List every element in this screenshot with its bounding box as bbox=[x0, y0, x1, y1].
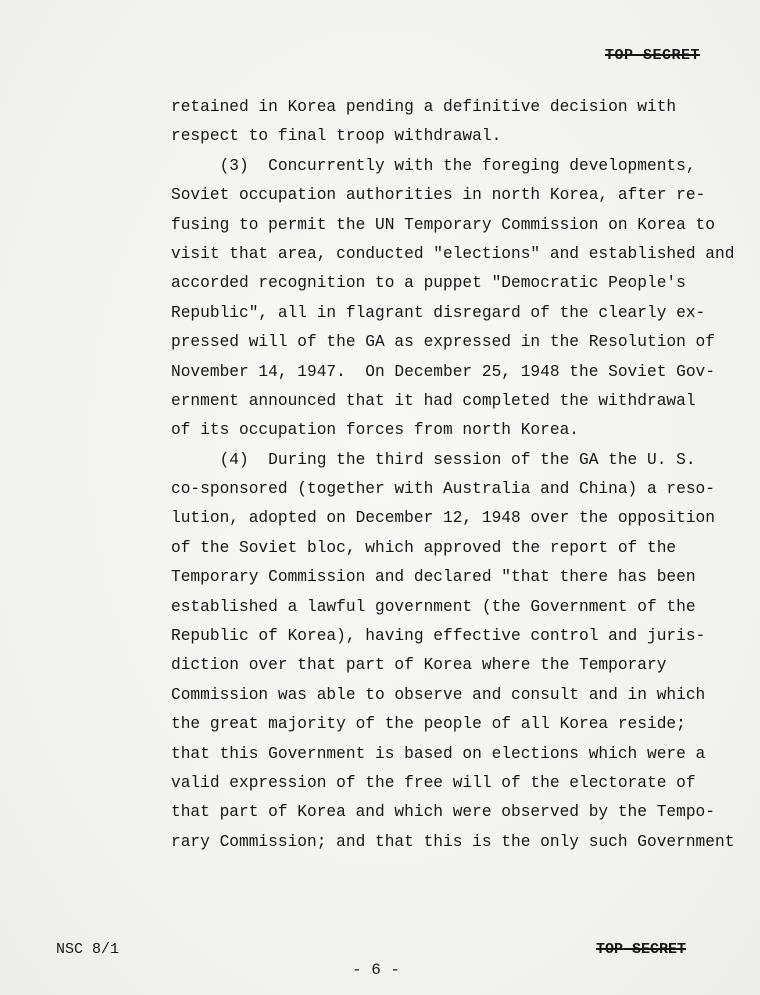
body-line-23: that this Government is based on elections which were a bbox=[171, 744, 706, 763]
body-line-7: accorded recognition to a puppet "Democratic People's bbox=[171, 274, 686, 293]
body-line-19: Republic of Korea), having effective control and juris- bbox=[171, 627, 706, 646]
body-line-16: of the Soviet bloc, which approved the report of the bbox=[171, 538, 677, 557]
body-line-17: Temporary Commission and declared "that there has been bbox=[171, 568, 696, 587]
body-line-18: established a lawful government (the Government of the bbox=[171, 597, 696, 616]
body-line-5: fusing to permit the UN Temporary Commission on Korea to bbox=[171, 215, 715, 234]
document-body bbox=[171, 93, 735, 857]
body-line-22: the great majority of the people of all Korea reside; bbox=[171, 715, 686, 734]
body-line-4: Soviet occupation authorities in north Korea, after re- bbox=[171, 186, 706, 205]
body-line-3: (3) Concurrently with the foreging developments, bbox=[171, 156, 696, 175]
body-line-26: rary Commission; and that this is the only such Government bbox=[171, 832, 735, 851]
body-line-14: co-sponsored (together with Australia and China) a reso- bbox=[171, 480, 715, 499]
body-line-2: respect to final troop withdrawal. bbox=[171, 127, 502, 146]
body-line-24: valid expression of the free will of the electorate of bbox=[171, 773, 696, 792]
body-line-10: November 14, 1947. On December 25, 1948 the Soviet Gov- bbox=[171, 362, 715, 381]
body-line-13: (4) During the third session of the GA the U. S. bbox=[171, 450, 696, 469]
page-number: - 6 - bbox=[352, 961, 401, 979]
body-line-25: that part of Korea and which were observed by the Tempo- bbox=[171, 803, 715, 822]
body-line-15: lution, adopted on December 12, 1948 over the opposition bbox=[171, 509, 715, 528]
body-line-20: diction over that part of Korea where the Temporary bbox=[171, 656, 667, 675]
body-line-12: of its occupation forces from north Korea. bbox=[171, 421, 579, 440]
body-line-11: ernment announced that it had completed the withdrawal bbox=[171, 391, 696, 410]
body-line-6: visit that area, conducted "elections" and established and bbox=[171, 244, 735, 263]
top-secret-footer: TOP SECRET bbox=[596, 941, 687, 958]
body-line-8: Republic", all in flagrant disregard of the clearly ex- bbox=[171, 303, 706, 322]
body-line-21: Commission was able to observe and consult and in which bbox=[171, 685, 706, 704]
body-line-1: retained in Korea pending a definitive decision with bbox=[171, 98, 677, 116]
top-secret-header: TOP SECRET bbox=[605, 47, 701, 64]
document-id: NSC 8/1 bbox=[56, 941, 120, 958]
body-line-9: pressed will of the GA as expressed in the Resolution of bbox=[171, 333, 715, 352]
